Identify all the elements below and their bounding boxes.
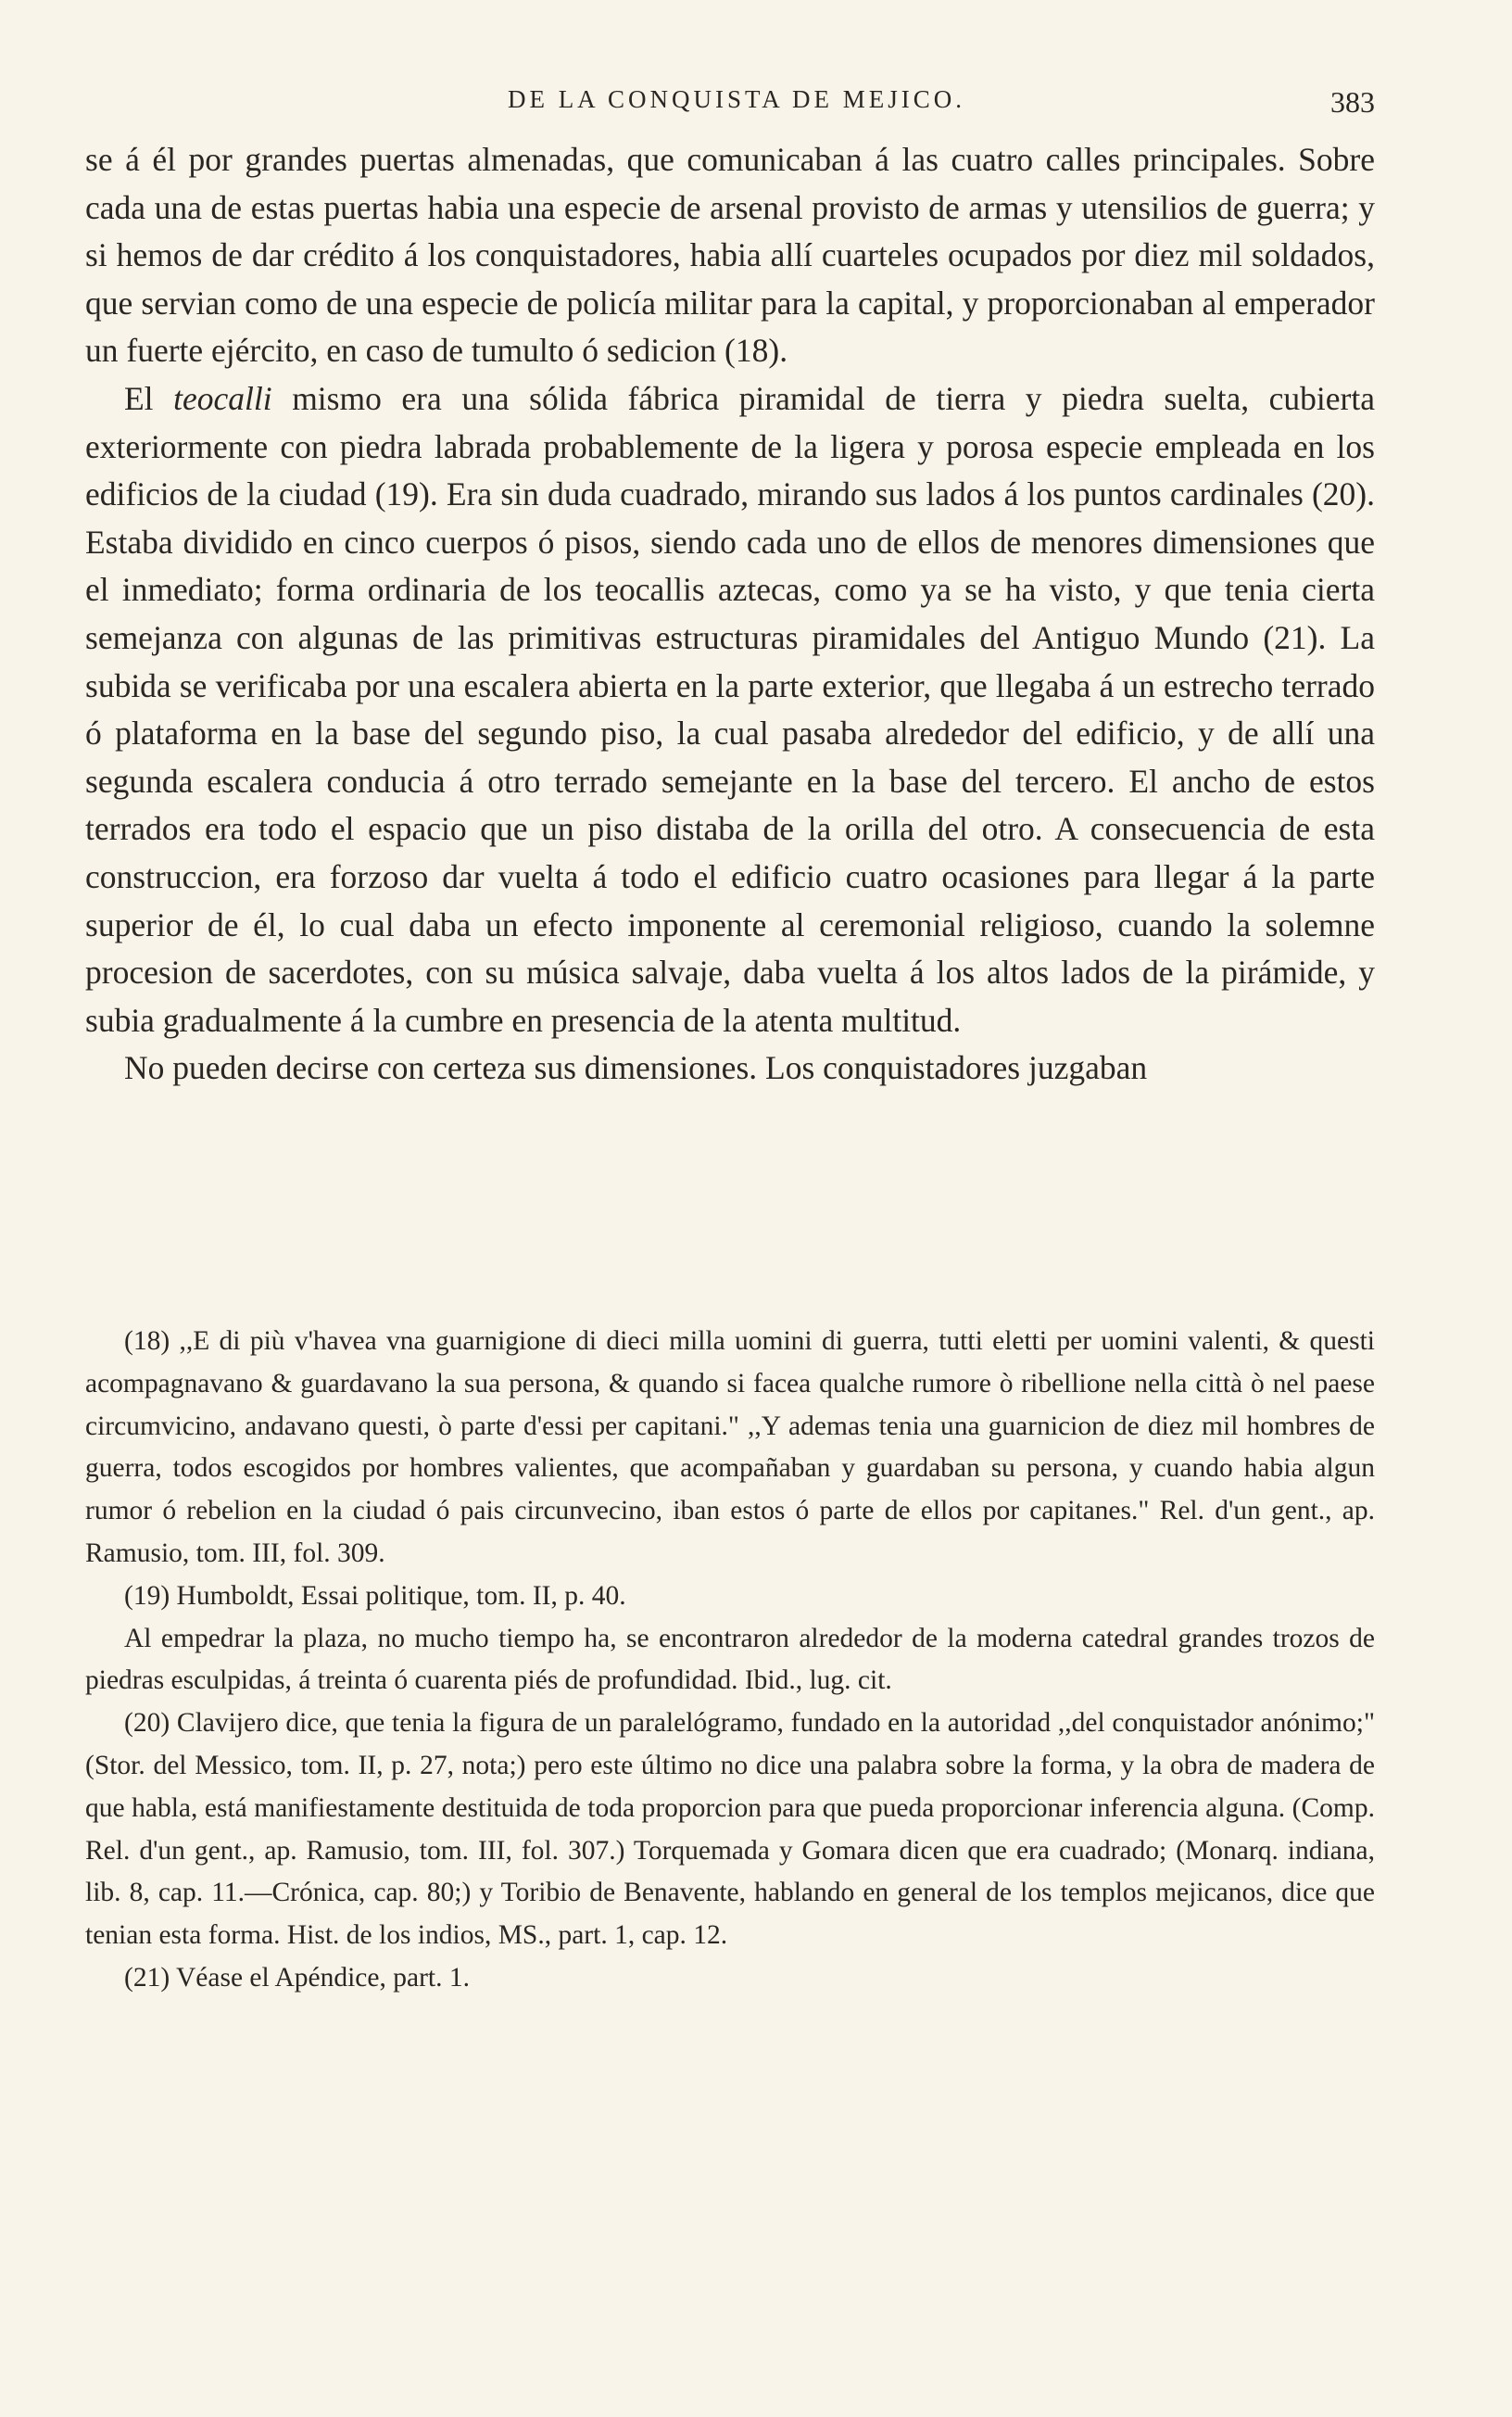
footnote-21: (21) Véase el Apéndice, part. 1. xyxy=(124,1962,470,1993)
footnote-19: (19) Humboldt, Essai politique, tom. II, p. 40. xyxy=(124,1580,626,1611)
paragraph-2 xyxy=(85,375,1375,1044)
main-text xyxy=(85,136,1375,1093)
footnote-18: (18) ,,E di più v'havea vna guarnigione di dieci milla uomini di guerra, tutti eletti per uomini valenti, & questi acompagnavano & guardavano la sua persona, & quando si facea qualche rumore ò ribellione nella città ò nel paese circumvicino, andavano questi, ò parte d'essi per capitani." ,,Y ademas tenia una guarnicion de diez mil hombres de guerra, todos escogidos por hombres valientes, que acompañaban y guardaban su persona, y cuando habia algun rumor ó rebelion en la ciudad ó pais circunvecino, iban estos ó parte de ellos por capitanes." Rel. d'un gent., ap. Ramusio, tom. III, fol. 309. xyxy=(85,1326,1375,1568)
footnotes xyxy=(85,1321,1375,2000)
paragraph-1: se á él por grandes puertas almenadas, que comunicaban á las cuatro calles principales. Sobre cada una de estas puertas habia una especie de arsenal provisto de armas y utensilios de guerra; y si hemos de dar crédito á los conquistadores, habia allí cuarteles ocupados por diez mil soldados, que servian como de una especie de policía militar para la capital, y proporcionaban al emperador un fuerte ejército, en caso de tumulto ó sedicion (18). xyxy=(85,141,1375,370)
running-head xyxy=(85,85,1375,132)
running-title: DE LA CONQUISTA DE MEJICO. xyxy=(507,85,966,113)
teocalli-italic: teocalli xyxy=(173,379,272,417)
page-number: 383 xyxy=(1330,85,1375,119)
paragraph-2-start: El xyxy=(124,379,174,417)
footnote-20: (20) Clavijero dice, que tenia la figura de un paralelógramo, fundado en la autoridad ,,del conquistador anónimo;" (Stor. del Messico, tom. II, p. 27, nota;) pero este último no dice una palabra sobre la forma, y la obra de madera de que habla, está manifiestamente destituida de toda proporcion para que pueda proporcionar inferencia alguna. (Comp. Rel. d'un gent., ap. Ramusio, tom. III, fol. 307.) Torquemada y Gomara dicen que era cuadrado; (Monarq. indiana, lib. 8, cap. 11.—Crónica, cap. 80;) y Toribio de Benavente, hablando en general de los templos mejicanos, dice que tenian esta forma. Hist. de los indios, MS., part. 1, cap. 12. xyxy=(85,1708,1375,1951)
paragraph-3: No pueden decirse con certeza sus dimensiones. Los conquistadores juzgaban xyxy=(124,1049,1148,1087)
footnote-19-continued: Al empedrar la plaza, no mucho tiempo ha, se encontraron alrededor de la moderna catedral grandes trozos de piedras esculpidas, á treinta ó cuarenta piés de profundidad. Ibid., lug. cit. xyxy=(85,1623,1375,1696)
paragraph-2-rest: mismo era una sólida fábrica piramidal de tierra y piedra suelta, cubierta exteriormente con piedra labrada probablemente de la ligera y porosa especie empleada en los edificios de la ciudad (19). Era sin duda cuadrado, mirando sus lados á los puntos cardinales (20). Estaba dividido en cinco cuerpos ó pisos, siendo cada uno de ellos de menores dimensiones que el inmediato; forma ordinaria de los teocallis aztecas, como ya se ha visto, y que tenia cierta semejanza con algunas de las primitivas estructuras piramidales del Antiguo Mundo (21). La subida se verificaba por una escalera abierta en la parte exterior, que llegaba á un estrecho terrado ó plataforma en la base del segundo piso, la cual pasaba alrededor del edificio, y de allí una segunda escalera conducia á otro terrado semejante en la base del tercero. El ancho de estos terrados era todo el espacio que un piso distaba de la orilla del otro. A consecuencia de esta construccion, era forzoso dar vuelta á todo el edificio cuatro ocasiones para llegar á la parte superior de él, lo cual daba un efecto imponente al ceremonial religioso, cuando la solemne procesion de sacerdotes, con su música salvaje, daba vuelta á los altos lados de la pirámide, y subia gradualmente á la cumbre en presencia de la atenta multitud. xyxy=(85,379,1375,1039)
